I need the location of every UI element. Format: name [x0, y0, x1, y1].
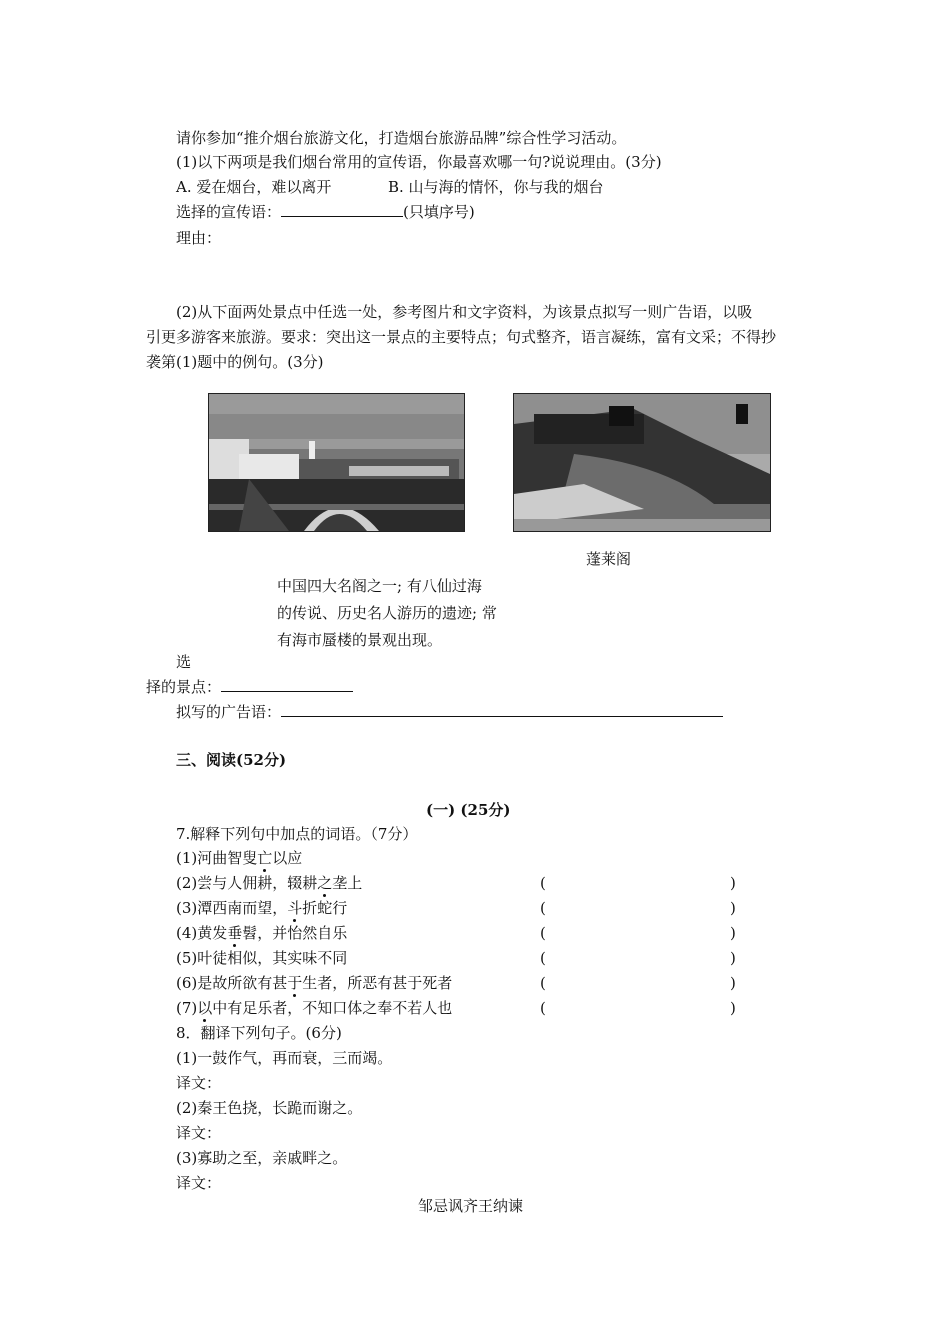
penglai-caption: 蓬莱阁 — [586, 550, 632, 568]
q7-item-2: (2)尝与人佣耕，辍耕之垄上 — [176, 874, 363, 892]
ad-blank[interactable] — [281, 702, 723, 717]
yantai-harbor-photo — [208, 393, 465, 532]
q7-answer-6-open: ( — [540, 974, 546, 992]
q2-line1: (2)从下面两处景点中任选一处，参考图片和文字资料，为该景点拟写一则广告语，以吸 — [176, 303, 753, 321]
q2-line2: 引更多游客来旅游。要求：突出这一景点的主要特点；句式整齐，语言凝练，富有文采；不得抄 — [146, 328, 777, 346]
q7-item-5: (5)叶徒相似，其实味不同 — [176, 949, 348, 967]
q1-option-a: A. 爱在烟台，难以离开 — [176, 178, 332, 196]
q7-answer-7-open: ( — [540, 999, 546, 1017]
q7-item-3: (3)潭西南而望，斗折蛇行 — [176, 899, 348, 917]
q7-item-6: (6)是故所欲有甚于生者，所恶有甚于死者 — [176, 974, 453, 992]
q7-answer-7-close: ) — [730, 999, 736, 1017]
part1-heading: (一) (25分) — [426, 801, 511, 819]
section3-heading: 三、阅读(52分) — [176, 751, 287, 769]
intro-text: 请你参加“推介烟台旅游文化，打造烟台旅游品牌”综合性学习活动。 — [176, 129, 627, 147]
q7-answer-4-close: ) — [730, 924, 736, 942]
q7-answer-3-close: ) — [730, 899, 736, 917]
q7-answer-4-open: ( — [540, 924, 546, 942]
ad-row — [176, 702, 723, 722]
q2-line3: 袭第(1)题中的例句。(3分) — [146, 353, 324, 371]
q7-answer-5-close: ) — [730, 949, 736, 967]
select-spot-blank[interactable] — [221, 677, 353, 692]
q1-select-label: 选择的宣传语： — [176, 203, 282, 221]
q1-select-row — [176, 202, 475, 222]
q8-sentence-3: (3)寡助之至，亲戚畔之。 — [176, 1149, 348, 1167]
penglai-pavilion-photo — [513, 393, 771, 532]
q1-select-note: (只填序号) — [403, 203, 475, 221]
q7-title: 7.解释下列句中加点的词语。（7分） — [176, 825, 418, 843]
q1-reason-label: 理由： — [176, 229, 222, 247]
q8-sentence-2: (2)秦王色挠，长跪而谢之。 — [176, 1099, 363, 1117]
ad-label: 拟写的广告语： — [176, 703, 282, 721]
penglai-desc-3: 有海市蜃楼的景观出现。 — [277, 631, 443, 649]
penglai-desc-2: 的传说、历史名人游历的遗迹; 常 — [277, 604, 497, 622]
penglai-desc-1: 中国四大名阁之一; 有八仙过海 — [277, 577, 482, 595]
q8-translation-2: 译文： — [176, 1124, 222, 1142]
q7-answer-3-open: ( — [540, 899, 546, 917]
select-spot-row — [146, 677, 353, 697]
q1-prompt: (1)以下两项是我们烟台常用的宣传语，你最喜欢哪一句?说说理由。(3分) — [176, 153, 662, 171]
q1-select-blank[interactable] — [281, 202, 403, 217]
q8-sentence-1: (1)一鼓作气，再而衰，三而竭。 — [176, 1049, 393, 1067]
q7-item-7: (7)以中有足乐者，不知口体之奉不若人也 — [176, 999, 453, 1017]
q7-answer-5-open: ( — [540, 949, 546, 967]
q7-answer-6-close: ) — [730, 974, 736, 992]
q8-translation-1: 译文： — [176, 1074, 222, 1092]
q1-option-b: B. 山与海的情怀，你与我的烟台 — [388, 178, 604, 196]
q7-item-4: (4)黄发垂髫，并怡然自乐 — [176, 924, 348, 942]
q8-translation-3: 译文： — [176, 1174, 222, 1192]
passage-title: 邹忌讽齐王纳谏 — [418, 1197, 524, 1215]
q7-answer-2-open: ( — [540, 874, 546, 892]
q7-answer-2-close: ) — [730, 874, 736, 892]
select-spot-label-b: 择的景点： — [146, 678, 222, 696]
q7-item-1: (1)河曲智叟亡以应 — [176, 849, 303, 867]
select-spot-label-a: 选 — [176, 653, 192, 671]
q8-title: 8．翻译下列句子。(6分) — [176, 1024, 342, 1042]
